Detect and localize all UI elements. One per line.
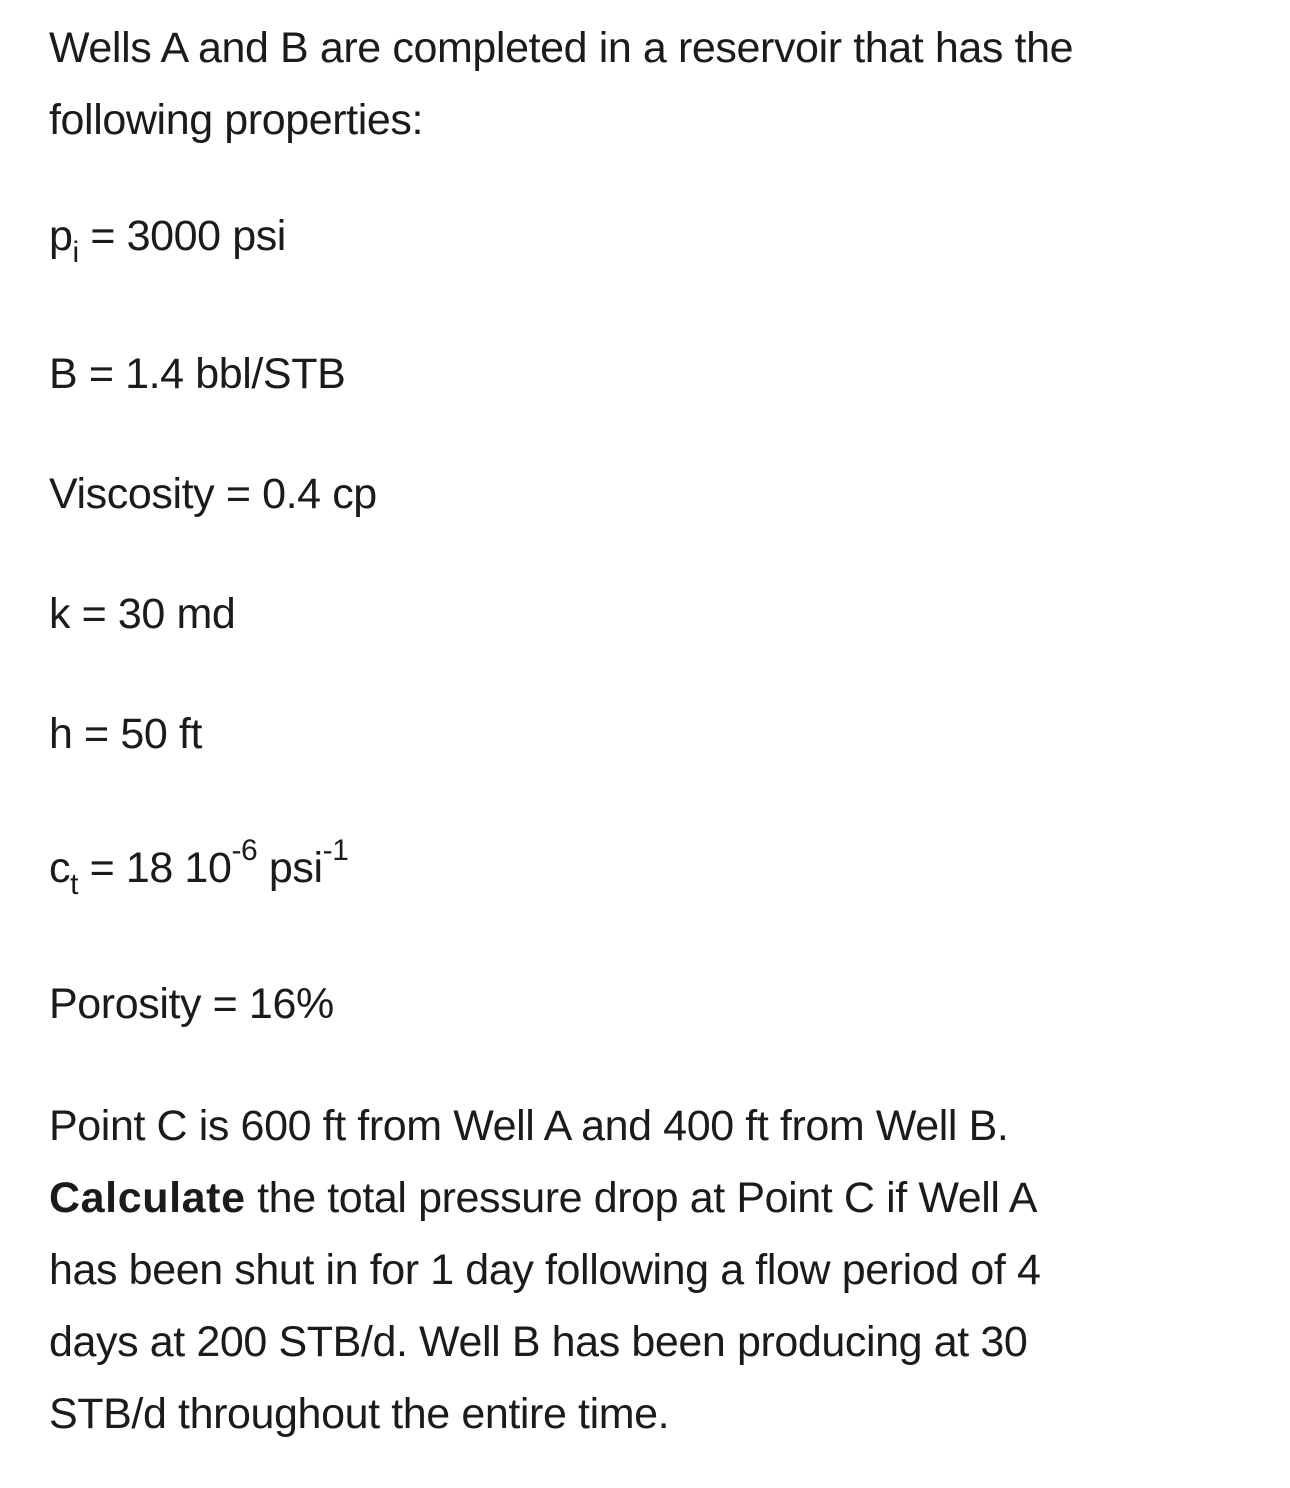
intro-paragraph xyxy=(49,12,1249,156)
intro-line-1: Wells A and B are completed in a reservoir that has the xyxy=(49,24,1074,72)
ct-value-part1: = 18 10 xyxy=(78,844,232,892)
pi-value: = 3000 psi xyxy=(78,212,286,260)
ct-subscript: t xyxy=(70,868,79,901)
pi-symbol: p xyxy=(49,212,73,260)
question-line-4: days at 200 STB/d. Well B has been producing at 30 xyxy=(49,1318,1028,1366)
property-permeability xyxy=(49,584,235,644)
pi-subscript: i xyxy=(72,236,79,269)
property-formation-volume-factor xyxy=(49,344,345,404)
property-viscosity xyxy=(49,464,377,524)
question-paragraph xyxy=(49,1090,1249,1450)
ct-value-part2: psi xyxy=(257,844,323,892)
property-thickness xyxy=(49,704,202,764)
intro-line-2: following properties: xyxy=(49,96,424,144)
question-line-2: the total pressure drop at Point C if Well A xyxy=(245,1174,1038,1222)
b-text: B = 1.4 bbl/STB xyxy=(49,350,346,398)
h-text: h = 50 ft xyxy=(49,710,202,758)
ct-symbol: c xyxy=(49,844,71,892)
ct-exponent-2: -1 xyxy=(322,834,349,867)
viscosity-text: Viscosity = 0.4 cp xyxy=(49,470,377,518)
k-text: k = 30 md xyxy=(49,590,236,638)
property-initial-pressure xyxy=(49,206,286,269)
ct-exponent-1: -6 xyxy=(231,834,258,867)
question-line-3: has been shut in for 1 day following a flow period of 4 xyxy=(49,1246,1041,1294)
question-bold-keyword: Calculate xyxy=(49,1174,246,1222)
property-total-compressibility xyxy=(49,834,349,901)
porosity-text: Porosity = 16% xyxy=(49,980,334,1028)
property-porosity xyxy=(49,974,334,1034)
question-line-1: Point C is 600 ft from Well A and 400 ft from Well B. xyxy=(49,1102,1009,1150)
question-line-5: STB/d throughout the entire time. xyxy=(49,1390,670,1438)
